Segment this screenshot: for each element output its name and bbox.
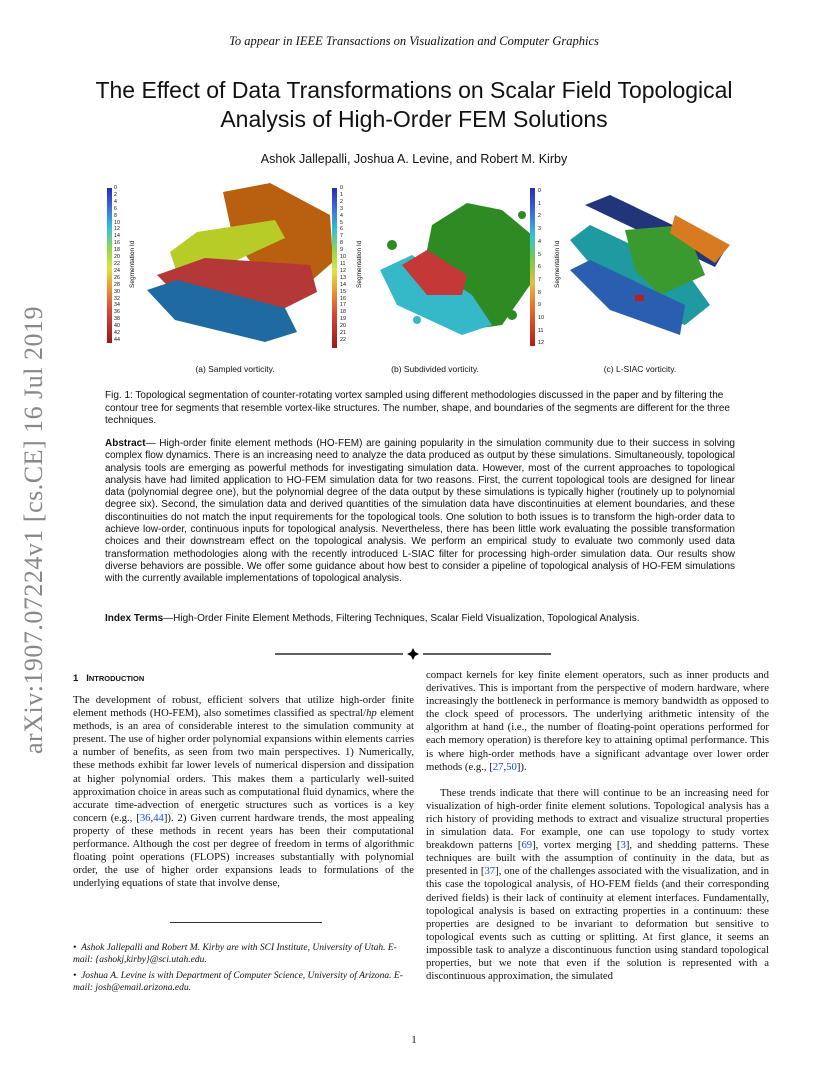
- left-column-text: The development of robust, efficient solvers that utilize high-order finite element methods (HO-FEM), also sometimes classified as spectral/hp element methods, is an area of considerable interest to the simulation community at present. The use of higher order polynomial expansions within elements carries a number of benefits, as seen from two main perspectives. 1) Numerically, these methods exhibit far lower levels of numerical dispersion and dissipation at higher polynomial orders. This makes them a particularly well-suited approximation choice in areas such as computational fluid dynamics, where the accurate time-advection of energetic structures such as vortices is a key concern (e.g., [36,44]). 2) Given current hardware trends, the most appealing property of these methods in recent years has been their computational performance. Although the cost per degree of freedom in terms of algorithmic floating point operations (FLOPS) increases substantially with polynomial order, the use of higher order expansions leads to formulations of the underlying equations of state that involve dense,: [73, 694, 415, 890]
- colorbar-tick-label: 0: [538, 188, 541, 194]
- section-heading: [73, 673, 144, 684]
- colorbar-tick-label: 20: [340, 323, 346, 330]
- text-run: ], one of the challenges associated with the visualization, and in this case the topological analysis, of HO-FEM fields (and their corresponding derived fields) is their lack of continuity at element interfaces. Fundamentally, topological analysis is based on extracting properties in a continuum: these properties are designed to be invariant to deformation but sensitive to topological events such as cutting or splitting. At first glance, it seems an impossible task to analyze a discontinuous function using standard topological properties, but we note that even if the solution is represented with a discontinuous approximation, the simulated: [426, 865, 769, 983]
- colorbar-tick-label: 7: [538, 276, 541, 283]
- colorbar-tick-label: 0: [340, 185, 343, 191]
- title-line-2: Analysis of High-Order FEM Solutions: [220, 106, 608, 132]
- arxiv-stamp-text: arXiv:1907.07224v1 [cs.CE] 16 Jul 2019: [19, 306, 48, 754]
- citation-link[interactable]: 3: [620, 839, 626, 852]
- colorbar-tick-label: 32: [114, 295, 120, 302]
- colorbar-tick-label: 0: [114, 185, 117, 191]
- vortex-render-b: [372, 195, 542, 345]
- colorbar-tick-label: 13: [340, 274, 346, 281]
- colorbar-tick-label: 9: [538, 302, 541, 309]
- colorbar-a: [107, 188, 112, 343]
- section-separator: [275, 648, 551, 660]
- text-run: element methods, is an area of considerable interest to the simulation community at present. The use of higher order polynomial expansions within elements carries a number of benefits, as seen from two main perspectives. 1) Numerically, these methods exhibit far lower levels of numerical dispersion and dissipation at higher polynomial orders. This makes them a particularly well-suited approximation choice in areas such as computational fluid dynamics, where the accurate time-advection of energetic structures such as vortices is a key concern (e.g., [: [73, 707, 415, 824]
- section-title-rest: NTRODUCTION: [88, 674, 145, 683]
- text-run: The development of robust, efficient solvers that utilize high-order finite element methods (HO-FEM), also sometimes classified as spectral/: [73, 694, 414, 720]
- colorbar-tick-label: 10: [340, 254, 346, 261]
- text-run: ], and shedding patterns. These techniques are built with the assumption of continuity in the data, but as presented in [: [426, 839, 769, 878]
- footnote-1: • Ashok Jallepalli and Robert M. Kirby are with SCI Institute, University of Utah. E-mail: {ashokj,kirby}@sci.utah.edu.: [73, 943, 397, 965]
- colorbar-tick-label: 22: [114, 260, 120, 267]
- footnote-2-text: Joshua A. Levine is with Department of Computer Science, University of Arizona. E-mail: josh@email.arizona.edu.: [73, 971, 403, 993]
- panel-a: [100, 180, 340, 375]
- colorbar-tick-label: 4: [538, 238, 541, 245]
- index-terms-text: —High-Order Finite Element Methods, Filtering Techniques, Scalar Field Visualization, Topological Analysis.: [163, 613, 640, 624]
- text-run: ], vortex merging [: [532, 839, 621, 852]
- colorbar-tick-label: 42: [114, 330, 120, 337]
- colorbar-tick-label: 1: [340, 191, 343, 198]
- colorbar-tick-label: 30: [114, 288, 120, 295]
- colorbar-a-ticks: [114, 185, 120, 344]
- colorbar-tick-label: 19: [340, 316, 346, 323]
- vortex-render-c: [565, 185, 740, 345]
- colorbar-tick-label: 2: [114, 191, 117, 198]
- colorbar-tick-label: 6: [340, 226, 343, 233]
- colorbar-tick-label: 16: [114, 240, 120, 247]
- panel-c: [530, 180, 740, 375]
- arxiv-stamp: [14, 295, 54, 765]
- section-title-initial: I: [86, 673, 89, 684]
- colorbar-tick-label: 6: [538, 264, 541, 271]
- colorbar-tick-label: 26: [114, 274, 120, 281]
- colorbar-tick-label: 18: [114, 247, 120, 254]
- colorbar-tick-label: 4: [340, 212, 343, 219]
- colorbar-tick-label: 12: [538, 340, 544, 347]
- footnote-1-text: Ashok Jallepalli and Robert M. Kirby are with SCI Institute, University of Utah. E-mail: {ashokj,kirby}@sci.utah.edu.: [73, 943, 397, 965]
- caption-a: (a) Sampled vorticity.: [195, 364, 275, 374]
- page-number: 1: [411, 1034, 417, 1046]
- caption-c: (c) L-SIAC vorticity.: [603, 364, 677, 374]
- colorbar-c-label: Segmentation Id: [554, 240, 561, 288]
- colorbar-c: [530, 188, 535, 346]
- author-list: Ashok Jallepalli, Joshua A. Levine, and Robert M. Kirby: [260, 152, 568, 166]
- citation-link[interactable]: 27: [492, 760, 504, 773]
- colorbar-tick-label: 1: [538, 200, 541, 207]
- colorbar-tick-label: 36: [114, 309, 120, 316]
- text-run: ]).: [516, 760, 527, 773]
- colorbar-tick-label: 3: [538, 226, 541, 233]
- colorbar-tick-label: 2: [340, 198, 343, 205]
- paragraph: [426, 787, 769, 983]
- index-terms: [105, 613, 735, 624]
- colorbar-tick-label: 34: [114, 302, 120, 309]
- colorbar-tick-label: 18: [340, 309, 346, 316]
- colorbar-c-ticks: [538, 185, 544, 350]
- colorbar-tick-label: 3: [340, 205, 343, 212]
- abstract-label: Abstract: [105, 438, 146, 449]
- text-run: ]). 2) Given current hardware trends, the most appealing property of these methods in recent years has been their computational performance. Although the cost per degree of freedom in terms of algorithmic floating point operations (FLOPS) increases substantially with polynomial order, the use of higher order expansions leads to formulations of the underlying equations of state that involve dense,: [73, 811, 414, 890]
- figure-caption: Fig. 1: Topological segmentation of counter-rotating vortex sampled using different methodologies discussed in the paper and by filtering the contour tree for segments that resemble vortex-like structures. The number, shape, and boundaries of the segments are different for the three techniques.: [105, 390, 730, 426]
- colorbar-tick-label: 20: [114, 254, 120, 261]
- caption-b: (b) Subdivided vorticity.: [391, 364, 479, 374]
- colorbar-b-ticks: [340, 185, 346, 344]
- colorbar-tick-label: 11: [340, 260, 346, 267]
- title-line-1: The Effect of Data Transformations on Scalar Field Topological: [95, 77, 733, 103]
- colorbar-tick-label: 5: [538, 251, 541, 258]
- colorbar-tick-label: 24: [114, 267, 120, 274]
- colorbar-tick-label: 2: [538, 213, 541, 220]
- right-column-text: [426, 669, 769, 983]
- journal-header: To appear in IEEE Transactions on Visualization and Computer Graphics: [229, 34, 599, 48]
- colorbar-tick-label: 22: [340, 336, 346, 343]
- colorbar-tick-label: 15: [340, 288, 346, 295]
- colorbar-tick-label: 40: [114, 323, 120, 330]
- colorbar-tick-label: 5: [340, 219, 343, 226]
- colorbar-tick-label: 6: [114, 205, 117, 212]
- colorbar-tick-label: 14: [340, 281, 346, 288]
- abstract-text: — High-order finite element methods (HO-FEM) are gaining popularity in the simulation community due to their success in solving complex flow dynamics. There is an increasing need to analyze the data produced as output by these simulations. Simultaneously, topological analysis tools are emerging as powerful methods for investigating simulation data. However, most of the current approaches to topological analysis have had limited application to HO-FEM simulation data for two reasons. First, the current topological tools are designed for linear data (polynomial degree one), but the polynomial degree of the data output by these simulations is typically higher (routinely up to polynomial degree six). Second, the simulation data and derived quantities of the simulation data have discontinuities at element boundaries, and these discontinuities do not match the input requirements for the topological tools. One solution to both issues is to transform the high-order data to achieve low-order, continuous inputs for topological analysis. Nevertheless, there has been little work evaluating the possible transformation choices and their downstream effect on the topological analysis. We perform an empirical study to evaluate two commonly used data transformation methodologies along with the recently introduced L-SIAC filter for processing high-order simulation data. Our results show diverse behaviors are possible. We offer some guidance about how best to consider a pipeline of topological analysis of HO-FEM simulations with the currently available implementations of topological analysis.: [105, 438, 735, 585]
- colorbar-b-label: Segmentation Id: [356, 240, 363, 288]
- citation-link[interactable]: 36: [139, 811, 151, 824]
- colorbar-tick-label: 17: [340, 302, 346, 309]
- colorbar-tick-label: 12: [340, 267, 346, 274]
- colorbar-tick-label: 12: [114, 226, 120, 233]
- text-run: These trends indicate that there will continue to be an increasing need for visualization of high-order finite element solutions. Topological analysis has a rich history of providing methods to extract and visualize structural properties in simulation data. For example, one can use topology to study vortex breakdown patterns [: [426, 786, 769, 852]
- colorbar-tick-label: 10: [538, 315, 544, 322]
- colorbar-tick-label: 11: [538, 327, 544, 334]
- colorbar-tick-label: 28: [114, 281, 120, 288]
- section-number: 1: [73, 673, 79, 684]
- colorbar-b: [332, 188, 337, 348]
- footnote-rule: [170, 922, 322, 923]
- colorbar-tick-label: 38: [114, 316, 120, 323]
- index-terms-label: Index Terms: [105, 613, 164, 624]
- vortex-render-a: [135, 180, 340, 350]
- paper-title: [60, 76, 768, 134]
- citation-link[interactable]: 50: [506, 760, 517, 773]
- paragraph: compact kernels for key finite element operators, such as inner products and derivatives. This is important from the perspective of modern hardware, where increasingly the bottleneck in performance is memory bandwidth as opposed to the clock speed of processors. The underlying arithmetic intensity of the algorithm at hand (i.e., the number of floating-point operations performed for each memory operation) is therefore key to attaining optimal performance. This is where high-order methods have a significant advantage over lower order methods (e.g., [27,50]).: [426, 669, 769, 773]
- colorbar-tick-label: 10: [114, 219, 120, 226]
- text-run: compact kernels for key finite element operators, such as inner products and derivatives. This is important from the perspective of modern hardware, where increasingly the bottleneck in performance is memory bandwidth as opposed to the clock speed of processors. The underlying arithmetic intensity of the algorithm at hand (i.e., the number of floating-point operations performed for each memory operation) is therefore key to attaining optimal performance. This is where high-order methods have a significant advantage over lower order methods (e.g., [: [426, 669, 769, 773]
- citation-link[interactable]: 37: [484, 865, 496, 878]
- colorbar-tick-label: 16: [340, 295, 346, 302]
- colorbar-tick-label: 14: [114, 233, 120, 240]
- colorbar-tick-label: 8: [340, 240, 343, 247]
- citation-link[interactable]: 44: [153, 811, 164, 824]
- figure-1: [100, 180, 740, 380]
- footnote-2: • Joshua A. Levine is with Department of Computer Science, University of Arizona. E-mail: josh@email.arizona.edu.: [73, 971, 403, 993]
- colorbar-tick-label: 4: [114, 198, 117, 205]
- text-run-italic: hp: [366, 707, 377, 720]
- colorbar-tick-label: 8: [114, 212, 117, 219]
- colorbar-a-label: Segmentation Id: [129, 240, 136, 288]
- colorbar-tick-label: 9: [340, 247, 343, 254]
- abstract: [105, 438, 735, 586]
- colorbar-tick-label: 7: [340, 233, 343, 240]
- citation-link[interactable]: 69: [521, 839, 533, 852]
- diamond-ornament-icon: [407, 648, 419, 660]
- colorbar-tick-label: 21: [340, 330, 346, 337]
- colorbar-tick-label: 8: [538, 289, 541, 296]
- panel-b: [332, 180, 542, 375]
- colorbar-tick-label: 44: [114, 336, 120, 343]
